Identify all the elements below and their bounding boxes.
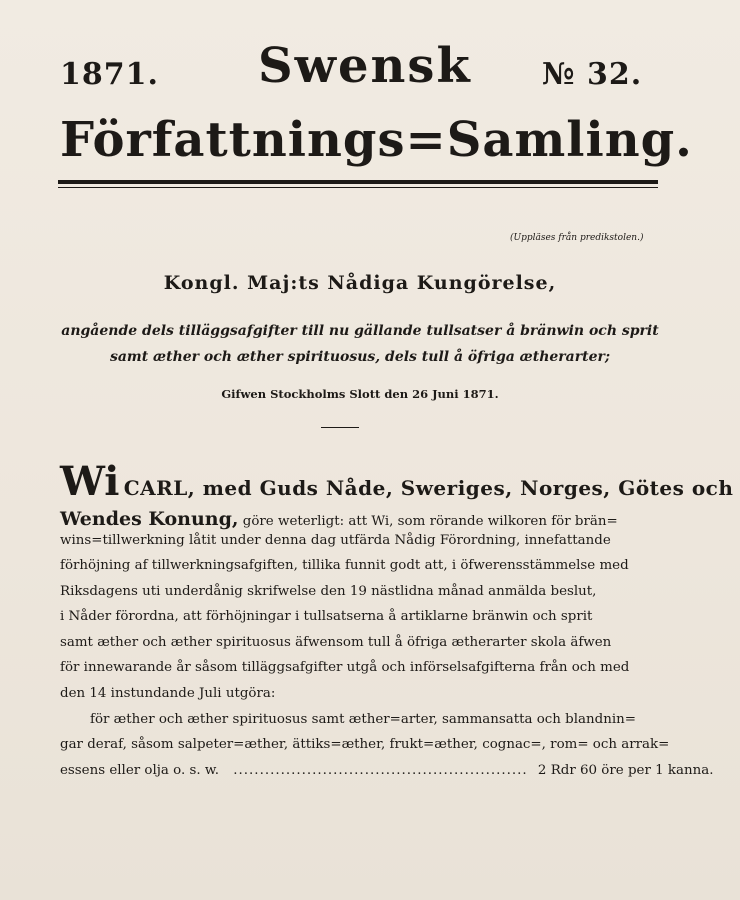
body-line-2: [60, 508, 618, 530]
body-line: den 14 instundande Juli utgöra:: [60, 686, 276, 701]
opening-initial: Wi: [60, 458, 120, 505]
body-line: i Nåder förordna, att förhöjningar i tullsatserna å artiklarne bränwin och sprit: [60, 609, 593, 624]
body-line: Riksdagens uti underdånig skrifwelse den 19 nästlidna månad anmälda beslut,: [60, 584, 597, 599]
subheading-line2: samt æther och æther spirituosus, dels tull å öfriga ætherarter;: [109, 349, 611, 365]
opening-rest: CARL, med Guds Nåde, Sweriges, Norges, Götes och: [123, 476, 734, 500]
tariff-item-line: [60, 763, 713, 778]
header-rule-thin: [58, 187, 658, 188]
body-line: samt æther och æther spirituosus äfwensom tull å öfriga ætherarter skola äfwen: [60, 635, 612, 650]
tariff-item-line: gar deraf, såsom salpeter=æther, ättiks=æther, frukt=æther, cognac=, rom= och arrak=: [60, 737, 670, 752]
year: 1871.: [60, 57, 159, 92]
given-date: Gifwen Stockholms Slott den 26 Juni 1871.: [221, 387, 499, 401]
issue-number: № 32.: [542, 57, 643, 92]
king-title: Wendes Konung,: [60, 508, 239, 530]
tariff-item-line: för æther och æther spirituosus samt æther=arter, sammansatta och blandnin=: [90, 712, 636, 727]
body-line: förhöjning af tillwerkningsafgiften, tillika funnit godt att, i öfwerensstämmelse med: [60, 558, 629, 573]
tariff-leader: ........................................................: [233, 763, 528, 778]
title-line2: Författnings=Samling.: [60, 112, 693, 168]
body-line-2-rest: göre weterligt: att Wi, som rörande wilkoren för brän=: [242, 514, 618, 529]
pulpit-note: (Uppläses från predikstolen.): [510, 233, 644, 243]
title-line1: Swensk: [258, 38, 472, 94]
proclamation-heading: Kongl. Maj:ts Nådiga Kungörelse,: [163, 272, 557, 294]
tariff-rate: 2 Rdr 60 öre per 1 kanna.: [537, 763, 714, 778]
subheading-line1: angående dels tilläggsafgifter till nu gällande tullsatser å bränwin och sprit: [61, 323, 659, 339]
body-line: för innewarande år såsom tilläggsafgifter utgå och införselsafgifterna från och med: [60, 660, 630, 675]
body-line: wins=tillwerkning låtit under denna dag utfärda Nådig Förordning, innefattande: [60, 533, 611, 548]
header-rule-thick: [58, 180, 658, 184]
tariff-item-text: essens eller olja o. s. w.: [60, 763, 220, 778]
separator-rule: [321, 427, 359, 428]
opening-line: [60, 458, 733, 505]
